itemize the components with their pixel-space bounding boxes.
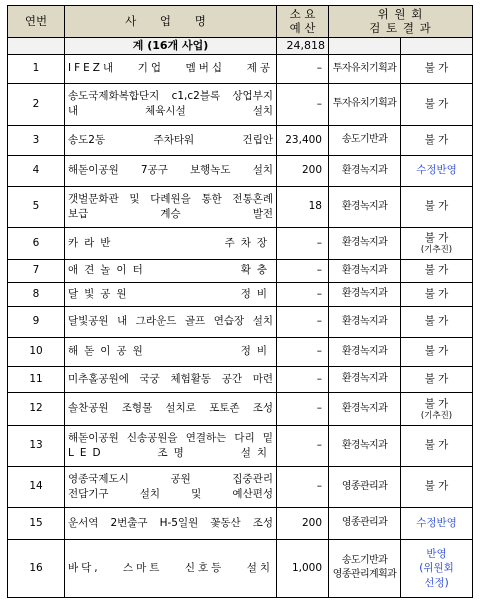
project-name: 솔찬공원 조형물 설치로 포토존 조성 — [65, 392, 277, 425]
project-name: 미추홀공원에 국궁 체험활동 공간 마련 — [65, 366, 277, 392]
project-name: 영종국제도시 공원 집중관리 전담기구 설치 및 예산편성 — [65, 466, 277, 507]
review-result: 불 가 — [401, 83, 473, 125]
table-row: 10 해돋이공원 정비 – 환경녹지과 불 가 — [8, 337, 473, 366]
table-row: 5 갯벌문화관 및 다례원을 통한 전통혼례 보급 계승 발전 18 환경녹지과 불 가 — [8, 186, 473, 227]
review-result: 불 가 — [401, 306, 473, 337]
department: 송도기반과 — [329, 125, 401, 155]
project-name: 해돋이공원 신송공원을 연결하는 다리 밑 LED 조명 설치 — [65, 425, 277, 466]
table-row: 9 달빛공원 내 그라운드 골프 연습장 설치 – 환경녹지과 불 가 — [8, 306, 473, 337]
project-name: 카라반 주차장 — [65, 227, 277, 259]
department: 환경녹지과 — [329, 259, 401, 282]
department: 환경녹지과 — [329, 282, 401, 306]
table-row: 13 해돋이공원 신송공원을 연결하는 다리 밑 LED 조명 설치 – 환경녹지과 불 가 — [8, 425, 473, 466]
department: 환경녹지과 — [329, 306, 401, 337]
review-result: 불 가 — [401, 125, 473, 155]
review-result: 불 가 (기추진) — [401, 227, 473, 259]
review-result: 수정반영 — [401, 155, 473, 186]
table-header-row — [8, 6, 473, 38]
review-result: 불 가 — [401, 337, 473, 366]
project-name: IFEZ내 기업 멤버십 제공 — [65, 54, 277, 83]
department: 투자유치기획과 — [329, 83, 401, 125]
table-row: 4 해돋이공원 7공구 보행녹도 설치 200 환경녹지과 수정반영 — [8, 155, 473, 186]
header-budget: 소 요 예 산 — [277, 6, 329, 38]
review-result: 불 가 (기추진) — [401, 392, 473, 425]
department: 환경녹지과 — [329, 366, 401, 392]
table-row: 3 송도2동 주차타워 건립안 23,400 송도기반과 불 가 — [8, 125, 473, 155]
project-name: 애견놀이터 확충 — [65, 259, 277, 282]
table-row: 7 애견놀이터 확충 – 환경녹지과 불 가 — [8, 259, 473, 282]
department: 영종관리과 — [329, 507, 401, 539]
table-row: 11 미추홀공원에 국궁 체험활동 공간 마련 – 환경녹지과 불 가 — [8, 366, 473, 392]
table-row: 14 영종국제도시 공원 집중관리 전담기구 설치 및 예산편성 – 영종관리과 불 가 — [8, 466, 473, 507]
project-name: 운서역 2번출구 H-5일원 꽃동산 조성 — [65, 507, 277, 539]
project-name: 해돋이공원 정비 — [65, 337, 277, 366]
review-result: 수정반영 — [401, 507, 473, 539]
total-label: 계 (16개 사업) — [65, 38, 277, 55]
department: 환경녹지과 — [329, 337, 401, 366]
table-row: 1 IFEZ내 기업 멤버십 제공 – 투자유치기획과 불 가 — [8, 54, 473, 83]
department: 환경녹지과 — [329, 155, 401, 186]
review-result: 불 가 — [401, 425, 473, 466]
department: 환경녹지과 — [329, 392, 401, 425]
table-row: 8 달빛공원 정비 – 환경녹지과 불 가 — [8, 282, 473, 306]
review-result: 불 가 — [401, 259, 473, 282]
table-row: 6 카라반 주차장 – 환경녹지과 불 가 (기추진) — [8, 227, 473, 259]
table-row: 12 솔찬공원 조형물 설치로 포토존 조성 – 환경녹지과 불 가 (기추진) — [8, 392, 473, 425]
department: 영종관리과 — [329, 466, 401, 507]
header-no: 연번 — [8, 6, 65, 38]
project-name: 달빛공원 내 그라운드 골프 연습장 설치 — [65, 306, 277, 337]
project-name: 달빛공원 정비 — [65, 282, 277, 306]
review-result: 반영 (위원회 선정) — [401, 539, 473, 597]
project-name: 바닥, 스마트 신호등 설치 — [65, 539, 277, 597]
project-name: 송도국제화복합단지 c1,c2블록 상업부지 내 체육시설 설치 — [65, 83, 277, 125]
review-table-container — [7, 5, 473, 598]
project-name: 해돋이공원 7공구 보행녹도 설치 — [65, 155, 277, 186]
review-result: 불 가 — [401, 366, 473, 392]
department: 투자유치기획과 — [329, 54, 401, 83]
project-name: 갯벌문화관 및 다례원을 통한 전통혼례 보급 계승 발전 — [65, 186, 277, 227]
department: 환경녹지과 — [329, 227, 401, 259]
table-row: 16 바닥, 스마트 신호등 설치 1,000 송도기반과 영종관리계획과 반영 (위원회 선정) — [8, 539, 473, 597]
review-result: 불 가 — [401, 186, 473, 227]
department: 송도기반과 영종관리계획과 — [329, 539, 401, 597]
table-row: 2 송도국제화복합단지 c1,c2블록 상업부지 내 체육시설 설치 – 투자유치기획과 불 가 — [8, 83, 473, 125]
header-name: 사 업 명 — [65, 6, 277, 38]
review-result: 불 가 — [401, 466, 473, 507]
department: 환경녹지과 — [329, 425, 401, 466]
project-name: 송도2동 주차타워 건립안 — [65, 125, 277, 155]
header-review: 위 원 회 검 토 결 과 — [329, 6, 473, 38]
department: 환경녹지과 — [329, 186, 401, 227]
table-row: 15 운서역 2번출구 H-5일원 꽃동산 조성 200 영종관리과 수정반영 — [8, 507, 473, 539]
review-result: 불 가 — [401, 54, 473, 83]
review-result: 불 가 — [401, 282, 473, 306]
project-review-table — [7, 5, 473, 598]
total-budget: 24,818 — [277, 38, 329, 55]
total-row — [8, 38, 473, 55]
